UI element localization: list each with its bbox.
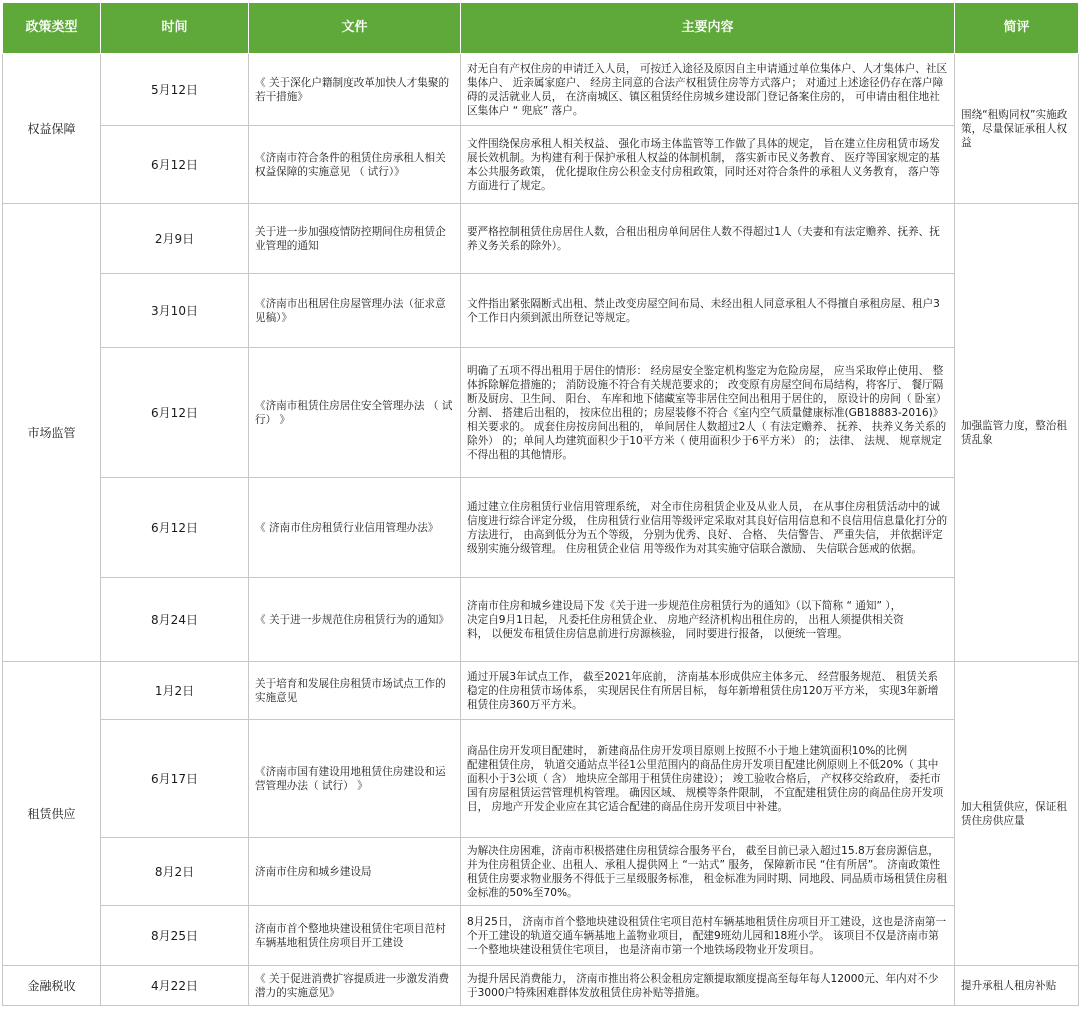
comment-cell: 加强监管力度，整治租赁乱象 <box>955 204 1079 662</box>
content-cell: 8月25日， 济南市首个整地块建设租赁住宅项目范村车辆基地租赁住房项目开工建设，这也是济南第一个开工建设的轨道交通车辆基地上盖物业项目， 配建9班幼儿园和18班小学。 该项目不仅是济南市第一个整地块建设租赁住宅项目， 也是济南市第一个地铁场段物业开发项目。 <box>461 906 955 966</box>
table-row <box>3 906 1079 966</box>
table-row <box>3 54 1079 126</box>
content-cell: 明确了五项不得出租用于居住的情形： 经房屋安全鉴定机构鉴定为危险房屋， 应当采取停止使用、 整体拆除解危措施的； 消防设施不符合有关规范要求的； 改变原有房屋空间布局结构，将客厅、 餐厅隔断及厨房、卫生间、 阳台、 车库和地下储藏室等非居住空间出租用于居住的， 原设计的房间（ 卧室） 分割、 搭建后出租的， 按床位出租的；房屋装修不符合《室内空气质量健康标准(GB18883-2016)》相关要求的。 成套住房按房间出租的， 单间居住人数超过2人（ 有法定赡养、 抚养、 扶养义务关系的除外） 的；单间人均建筑面积少于10平方米（ 使用面积少于6平方米） 的； 法律、 法规、 规章规定不得出租的其他情形。 <box>461 348 955 478</box>
document-cell: 《 关于深化户籍制度改革加快人才集聚的若干措施》 <box>249 54 461 126</box>
document-cell: 济南市首个整地块建设租赁住宅项目范村车辆基地租赁住房项目开工建设 <box>249 906 461 966</box>
content-cell: 为解决住房困难，济南市积极搭建住房租赁综合服务平台， 截至目前已录入超过15.8万套房源信息， 并为住房租赁企业、出租人、承租人提供网上 “一站式” 服务， 保障新市民 “住有所居”。 济南政策性租赁住房要求物业服务不得低于三星级服务标准， 租金标准为同时期、同地段、同品质市场租赁住房租金标准的50%至70%。 <box>461 838 955 906</box>
content-cell: 对无自有产权住房的申请迁入人员， 可按迁入途径及原因自主申请通过单位集体户、人才集体户、社区集体户、 近亲属家庭户、 经房主同意的合法产权租赁住房等方式落户； 对通过上述途径仍存在落户障碍的灵活就业人员， 在济南城区、镇区租赁经住房城乡建设部门登记备案住房的， 可申请由租住地社区集体户 “ 兜底” 落户。 <box>461 54 955 126</box>
date-cell: 3月10日 <box>101 274 249 348</box>
comment-cell: 围绕“租购同权”实施政策，尽量保证承租人权益 <box>955 54 1079 204</box>
content-cell: 通过建立住房租赁行业信用管理系统， 对全市住房租赁企业及从业人员， 在从事住房租赁活动中的诚信度进行综合评定分级， 住房租赁行业信用等级评定采取对其良好信用信息和不良信用信息量化打分的方法进行， 由高到低分为五个等级， 分别为优秀、良好、 合格、 失信警告、 严重失信， 并依据评定级别实施分级管理。 住房租赁企业信 用等级作为对其实施守信联合激励、 失信联合惩戒的依据。 <box>461 478 955 578</box>
content-cell: 通过开展3年试点工作， 截至2021年底前， 济南基本形成供应主体多元、 经营服务规范、 租赁关系稳定的住房租赁市场体系， 实现居民住有所居目标， 每年新增租赁住房120万平方米， 实现3年新增租赁住房360万平方米。 <box>461 662 955 720</box>
content-cell: 济南市住房和城乡建设局下发《关于进一步规范住房租赁行为的通知》（以下简称 “ 通知” ）， 决定自9月1日起， 凡委托住房租赁企业、 房地产经济机构出租住房的， 出租人须提供相关资 料， 以便发布租赁住房信息前进行房源核验， 同时要进行报备， 以便统一管理。 <box>461 578 955 662</box>
document-cell: 济南市住房和城乡建设局 <box>249 838 461 906</box>
date-cell: 5月12日 <box>101 54 249 126</box>
document-cell: 《 关于促进消费扩容提质进一步激发消费潜力的实施意见》 <box>249 966 461 1006</box>
date-cell: 8月25日 <box>101 906 249 966</box>
document-cell: 《 关于进一步规范住房租赁行为的通知》 <box>249 578 461 662</box>
table-row <box>3 348 1079 478</box>
table-row <box>3 578 1079 662</box>
content-cell: 文件指出紧张隔断式出租、禁止改变房屋空间布局、未经出租人同意承租人不得擅自承租房屋、租户3个工作日内须到派出所登记等规定。 <box>461 274 955 348</box>
table-row <box>3 204 1079 274</box>
comment-cell: 提升承租人租房补贴 <box>955 966 1079 1006</box>
header-row <box>3 3 1079 54</box>
category-cell: 租赁供应 <box>3 662 101 966</box>
comment-cell: 加大租赁供应，保证租赁住房供应量 <box>955 662 1079 966</box>
category-cell: 市场监管 <box>3 204 101 662</box>
category-cell: 权益保障 <box>3 54 101 204</box>
table-row <box>3 838 1079 906</box>
table-row <box>3 126 1079 204</box>
table-row <box>3 720 1079 838</box>
date-cell: 6月12日 <box>101 126 249 204</box>
header-document: 文件 <box>249 3 461 54</box>
table-row <box>3 274 1079 348</box>
header-policy-type: 政策类型 <box>3 3 101 54</box>
date-cell: 4月22日 <box>101 966 249 1006</box>
content-cell: 文件围绕保房承租人相关权益、 强化市场主体监管等工作做了具体的规定， 旨在建立住房租赁市场发展长效机制。为构建有利于保护承租人权益的体制机制， 落实新市民义务教育、 医疗等国家规定的基本公共服务政策， 优化提取住房公积金支付房租政策，同时还对符合条件的承租人义务教育， 落户等方面进行了规定。 <box>461 126 955 204</box>
document-cell: 关于进一步加强疫情防控期间住房租赁企业管理的通知 <box>249 204 461 274</box>
header-comment: 简评 <box>955 3 1079 54</box>
table-row <box>3 662 1079 720</box>
date-cell: 8月24日 <box>101 578 249 662</box>
policy-table <box>2 2 1079 1006</box>
category-cell: 金融税收 <box>3 966 101 1006</box>
date-cell: 6月17日 <box>101 720 249 838</box>
header-date: 时间 <box>101 3 249 54</box>
document-cell: 关于培育和发展住房租赁市场试点工作的实施意见 <box>249 662 461 720</box>
document-cell: 《济南市符合条件的租赁住房承租人相关权益保障的实施意见 （ 试行）》 <box>249 126 461 204</box>
date-cell: 1月2日 <box>101 662 249 720</box>
document-cell: 《济南市租赁住房居住安全管理办法 （ 试行） 》 <box>249 348 461 478</box>
document-cell: 《济南市出租居住房屋管理办法（征求意见稿）》 <box>249 274 461 348</box>
date-cell: 2月9日 <box>101 204 249 274</box>
date-cell: 8月2日 <box>101 838 249 906</box>
content-cell: 要严格控制租赁住房居住人数，合租出租房单间居住人数不得超过1人（夫妻和有法定赡养、抚养、抚养义务关系的除外）。 <box>461 204 955 274</box>
document-cell: 《 济南市住房租赁行业信用管理办法》 <box>249 478 461 578</box>
header-main-content: 主要内容 <box>461 3 955 54</box>
date-cell: 6月12日 <box>101 478 249 578</box>
content-cell: 商品住房开发项目配建时， 新建商品住房开发项目原则上按照不小于地上建筑面积10%的比例 配建租赁住房， 轨道交通站点半径1公里范围内的商品住房开发项目配建比例原则上不低20%（ 其中面积小于3公顷（ 含） 地块应全部用于租赁住房建设）； 竣工验收合格后， 产权移交给政府， 委托市国有房屋租赁运营管理机构管理。 确因区域、 规模等条件限制， 不宜配建租赁住房的商品住房开发项目， 房地产开发企业应在其它适合配建的商品住房开发项目中补建。 <box>461 720 955 838</box>
document-cell: 《济南市国有建设用地租赁住房建设和运营管理办法（ 试行） 》 <box>249 720 461 838</box>
table-row <box>3 966 1079 1006</box>
table-row <box>3 478 1079 578</box>
date-cell: 6月12日 <box>101 348 249 478</box>
content-cell: 为提升居民消费能力， 济南市推出将公积金租房定额提取额度提高至每年每人12000元、年内对不少于3000户特殊困难群体发放租赁住房补贴等措施。 <box>461 966 955 1006</box>
